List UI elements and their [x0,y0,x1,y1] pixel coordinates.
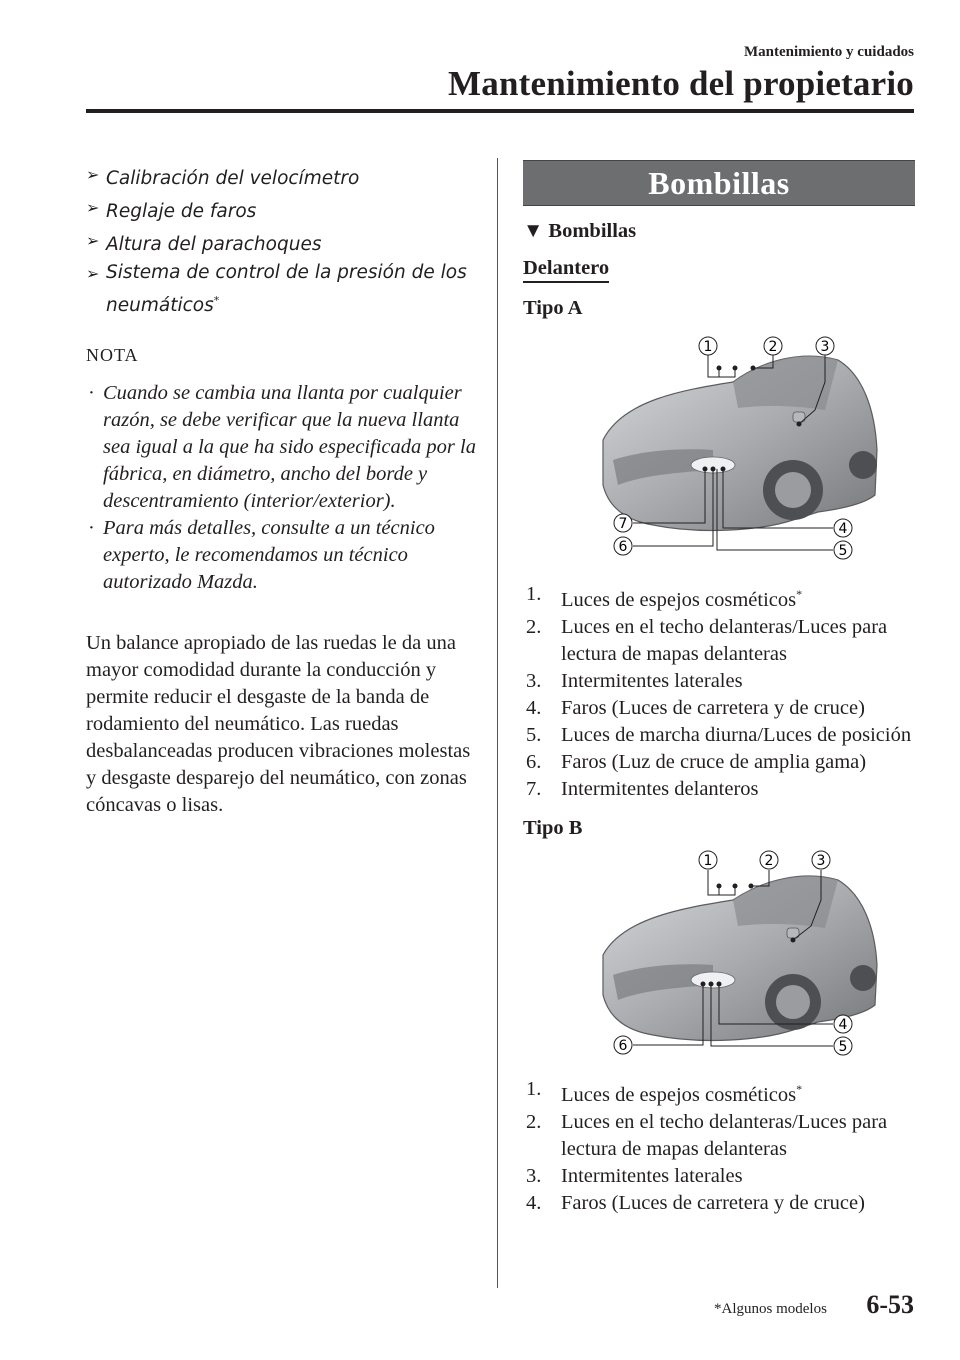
header-rule [86,109,914,113]
car-illustration [563,840,883,1065]
callout-3: 3 [816,852,826,869]
callout-6: 6 [618,539,628,555]
footnote: *Algunos modelos [714,1301,827,1317]
list-item: 6. Faros (Luz de cruce de amplia gama) [526,750,867,773]
tipo-b-heading: Tipo B [523,816,583,839]
balance-paragraph: Un balance apropiado de las ruedas le da una mayor comodidad durante la conducción y permite reducir el desgaste de la banda de rodamiento del neumático. Las ruedas desbalanceadas producen vibraciones molestas y desgaste desparejo del neumático, con zonas cóncavas o lisas. [86,631,471,816]
reference-link[interactable]: ➢ Altura del parachoques [86,226,481,259]
callout-7: 7 [618,516,628,532]
reference-links [86,160,481,321]
bullet-icon: · [88,381,95,404]
callout-2: 2 [764,852,774,869]
triangle-down-icon: ▼ [523,220,544,242]
list-item: 1. Luces de espejos cosméticos* [526,1077,803,1106]
callout-2: 2 [768,339,778,355]
bullet-icon: · [88,516,95,539]
callout-1: 1 [703,852,713,869]
list-item: 4. Faros (Luces de carretera y de cruce) [526,1191,865,1214]
list-item: 3. Intermitentes laterales [526,669,743,692]
list-item: 1. Luces de espejos cosméticos* [526,583,803,611]
tipo-a-list [523,581,915,803]
chapter-title: Mantenimiento del propietario [448,64,914,103]
nota-label: NOTA [86,344,139,365]
list-item: 4. Faros (Luces de carretera y de cruce) [526,696,865,719]
reference-link[interactable]: ➢ Sistema de control de la presión de los neumáticos* [86,262,467,317]
callout-3: 3 [820,339,830,355]
car-figure-tipo-b [563,840,915,1070]
nota-item: · Para más detalles, consulte a un técnico experto, le recomendamos un técnico autorizado Mazda. [88,516,435,593]
list-item: 3. Intermitentes laterales [526,1164,743,1187]
callout-5: 5 [838,543,848,559]
section-banner: Bombillas [523,160,915,206]
arrow-icon: ➢ [86,231,100,251]
column-divider [497,158,498,1288]
callout-5: 5 [838,1038,848,1055]
left-column [86,160,481,819]
nota-item: · Cuando se cambia una llanta por cualquier razón, se debe verificar que la nueva llanta sea igual a la que ha sido especificada por la fábrica, en diámetro, ancho del borde y descentramiento (interior/exterior). [88,381,476,512]
list-item: 7. Intermitentes delanteros [526,777,759,800]
reference-link[interactable]: ➢ Reglaje de faros [86,193,481,226]
delantero-heading: Delantero [523,257,609,283]
tipo-b-list [523,1076,915,1217]
list-item: 2. Luces en el techo delanteras/Luces para lectura de mapas delanteras [526,615,888,665]
page-number: 6-53 [866,1290,914,1319]
nota-list [86,380,481,596]
subsection-heading: ▼ Bombillas [523,220,637,242]
callout-4: 4 [838,1016,848,1033]
arrow-icon: ➢ [86,165,100,184]
callout-6: 6 [618,1037,628,1054]
section-title: Mantenimiento y cuidados [743,44,914,60]
tipo-a-heading: Tipo A [523,297,583,319]
car-figure-tipo-a [563,320,915,575]
reference-link[interactable]: ➢ Calibración del velocímetro [86,160,481,193]
callout-1: 1 [703,339,713,355]
arrow-icon: ➢ [86,198,100,218]
list-item: 5. Luces de marcha diurna/Luces de posición [526,723,912,746]
list-item: 2. Luces en el techo delanteras/Luces para lectura de mapas delanteras [526,1110,888,1160]
right-column [523,160,915,1217]
car-illustration [563,320,883,570]
callout-4: 4 [838,521,848,537]
arrow-icon: ➢ [86,264,100,284]
